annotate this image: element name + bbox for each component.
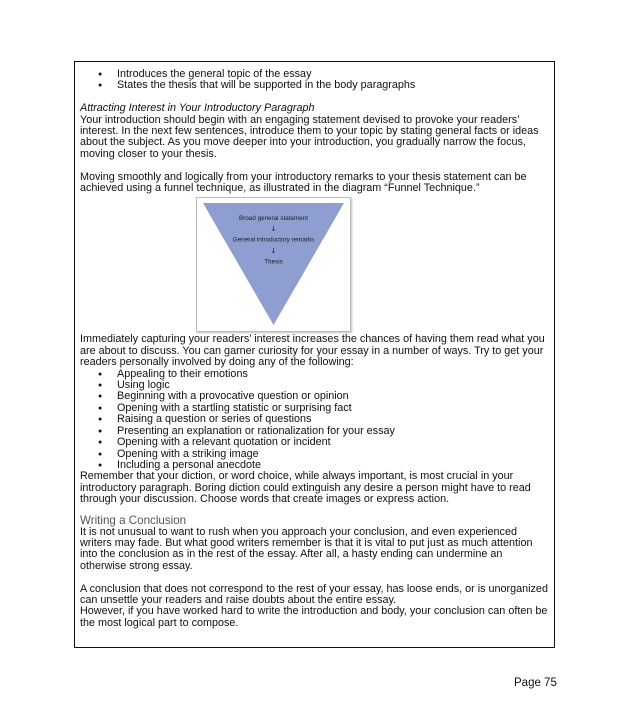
document-body — [80, 69, 550, 629]
attracting-interest-heading: Attracting Interest in Your Introductory Paragraph — [80, 102, 315, 115]
paragraph: However, if you have worked hard to write the introduction and body, your conclusion can often be the most logical part to compose. — [80, 605, 548, 629]
list-item: ● Opening with a striking image — [80, 449, 550, 460]
paragraph: Moving smoothly and logically from your introductory remarks to your thesis statement can be achieved using a funnel technique, as illustrated in the diagram “Funnel Technique.” — [80, 170, 527, 195]
paragraph: Your introduction should begin with an engaging statement devised to provoke your readers’ interest. In the next few sentences, introduce them to your topic by stating general facts or ideas about the subject. As you move deeper into your introduction, you gradually narrow the focus, moving closer to your thesis. — [80, 113, 539, 160]
funnel-label-thesis: Thesis — [264, 258, 283, 266]
funnel-diagram — [196, 197, 351, 332]
list-item: ● Appealing to their emotions — [80, 369, 550, 380]
funnel-label-broad: Broad general statement — [239, 215, 308, 223]
list-item: ● Raising a question or series of questions — [80, 414, 550, 425]
list-item: ● Presenting an explanation or rationalization for your essay — [80, 426, 550, 437]
paragraph: Remember that your diction, or word choice, while always important, is most crucial in your introductory paragraph. Boring diction could extinguish any desire a person might have to read through your discussion. Choose words that create images or express action. — [80, 470, 531, 506]
down-arrow-icon: ↓ — [270, 225, 277, 234]
paragraph: Immediately capturing your readers’ interest increases the chances of having them read what you are about to discuss. You can garner curiosity for your essay in a number of ways. Try to get your readers personally involved by doing any of the following: — [80, 333, 545, 369]
list-item: ● Beginning with a provocative question or opinion — [80, 391, 550, 402]
paragraph: A conclusion that does not correspond to the rest of your essay, has loose ends, or is unorganized can unsettle your readers and raise doubts about the entire essay. — [80, 582, 548, 606]
funnel-diagram-container — [80, 194, 550, 334]
list-item: ● States the thesis that will be supported in the body paragraphs — [80, 80, 550, 91]
list-item: ● Opening with a relevant quotation or incident — [80, 437, 550, 448]
list-item: ● Opening with a startling statistic or surprising fact — [80, 403, 550, 414]
list-item: ● Introduces the general topic of the essay — [80, 69, 550, 80]
interest-bullet-list — [80, 369, 550, 472]
paragraph: It is not unusual to want to rush when you approach your conclusion, and even experienced writers may fade. But what good writers remember is that it is vital to put just as much attention into the conclusion as in the rest of the essay. After all, a hasty ending can undermine an otherwise strong essay. — [80, 525, 533, 572]
list-item: ● Using logic — [80, 380, 550, 391]
list-item: ● Including a personal anecdote — [80, 460, 550, 471]
funnel-label-general: General introductory remarks — [232, 236, 315, 244]
writing-conclusion-heading: Writing a Conclusion — [80, 513, 187, 527]
page-number: Page 75 — [514, 677, 557, 689]
down-arrow-icon: ↓ — [270, 247, 277, 256]
intro-bullet-list — [80, 69, 550, 92]
